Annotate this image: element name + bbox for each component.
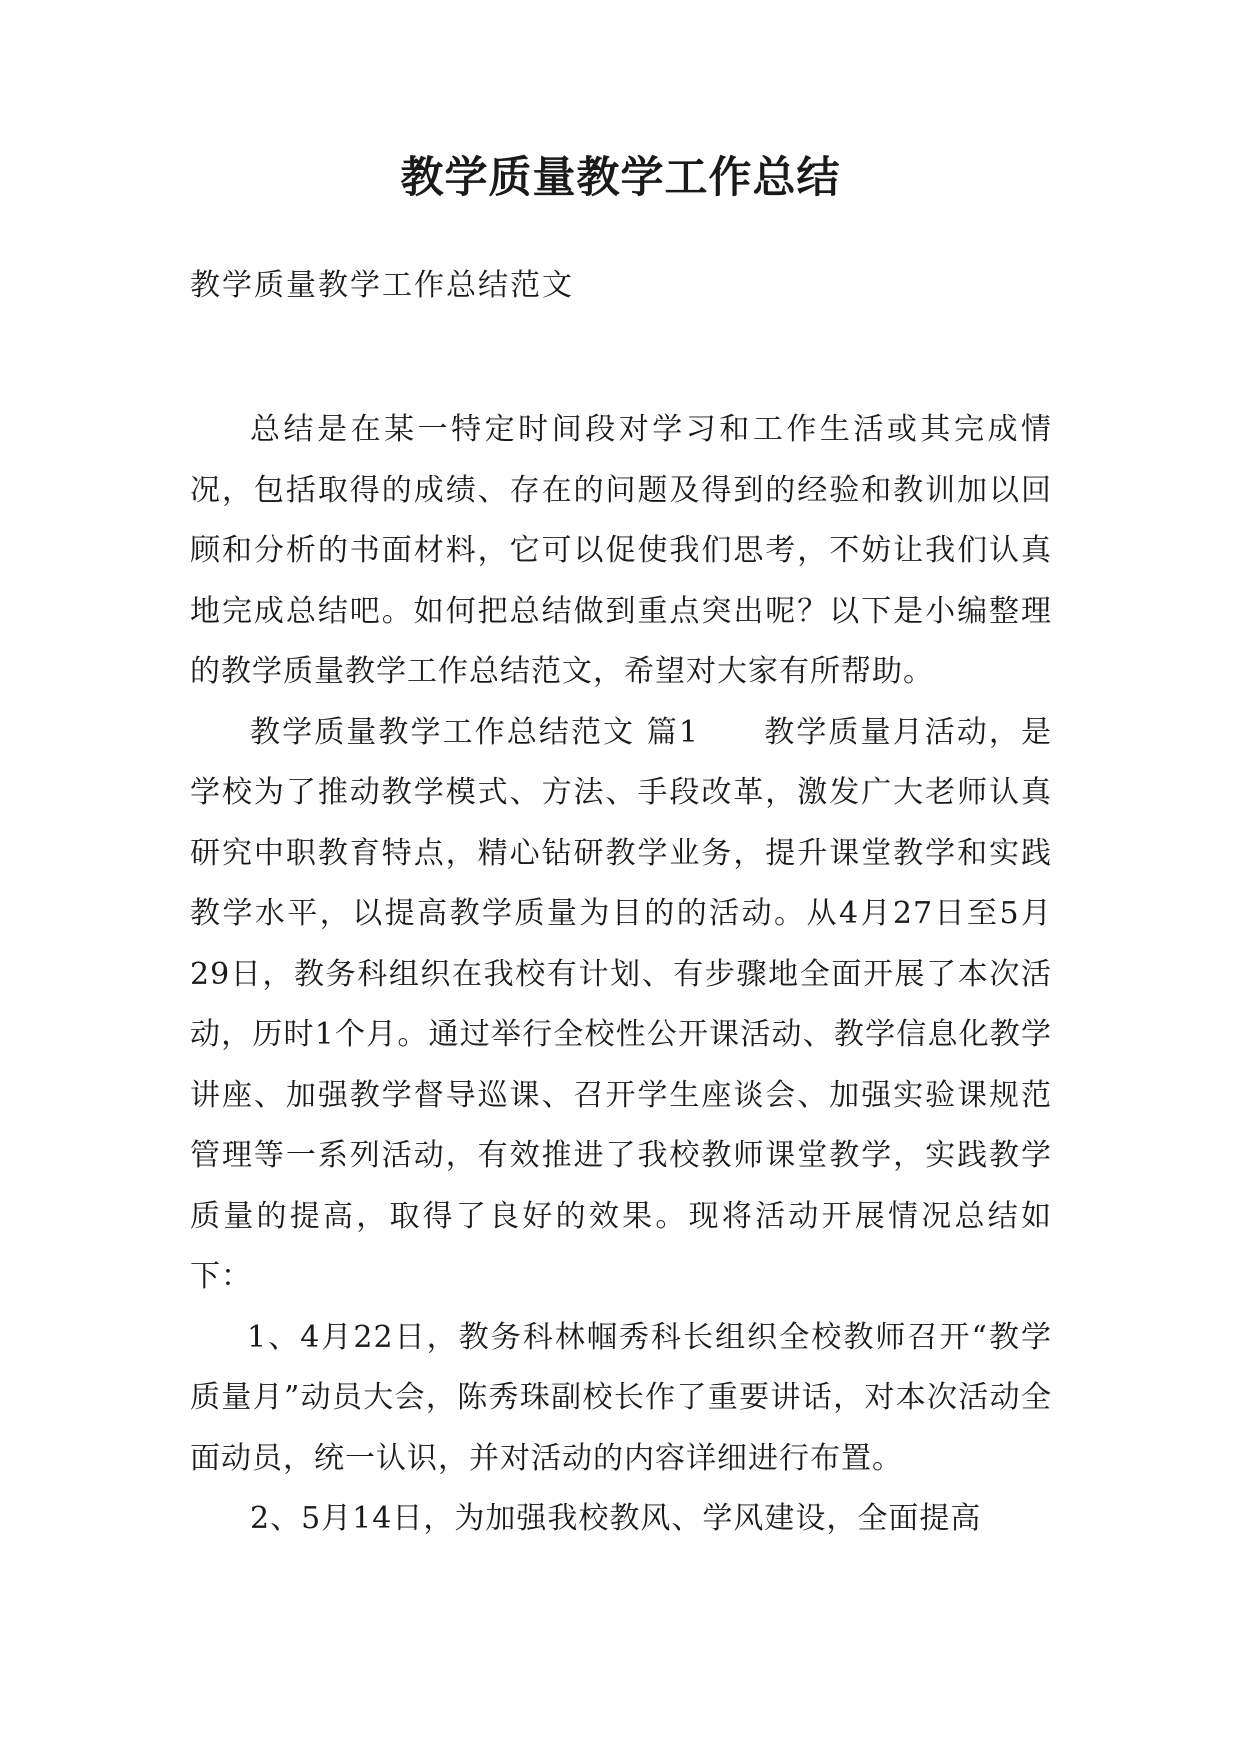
document-body bbox=[190, 400, 1052, 1550]
page-title: 教学质量教学工作总结 bbox=[400, 153, 841, 203]
paragraph-intro: 总结是在某一特定时间段对学习和工作生活或其完成情况，包括取得的成绩、存在的问题及得到的经验和教训加以回顾和分析的书面材料，它可以促使我们思考，不妨让我们认真地完成总结吧。如何把总结做到重点突出呢？以下是小编整理的教学质量教学工作总结范文，希望对大家有所帮助。 bbox=[190, 412, 1052, 689]
paragraph-item-2: 2、5月14日，为加强我校教风、学风建设，全面提高 bbox=[250, 1501, 982, 1536]
document-subtitle: 教学质量教学工作总结范文 bbox=[190, 268, 574, 303]
paragraph-item-1: 1、4月22日，教务科林帼秀科长组织全校教师召开“教学质量月”动员大会，陈秀珠副校长作了重要讲话，对本次活动全面动员，统一认识，并对活动的内容详细进行布置。 bbox=[190, 1319, 1052, 1476]
paragraph-section-1: 教学质量教学工作总结范文 篇1 教学质量月活动，是学校为了推动教学模式、方法、手段改革，激发广大老师认真研究中职教育特点，精心钻研教学业务，提升课堂教学和实践教学水平，以提高教学质量为目的的活动。从4月27日至5月29日，教务科组织在我校有计划、有步骤地全面开展了本次活动，历时1个月。通过举行全校性公开课活动、教学信息化教学讲座、加强教学督导巡课、召开学生座谈会、加强实验课规范管理等一系列活动，有效推进了我校教师课堂教学，实践教学质量的提高，取得了良好的效果。现将活动开展情况总结如下： bbox=[190, 714, 1052, 1294]
